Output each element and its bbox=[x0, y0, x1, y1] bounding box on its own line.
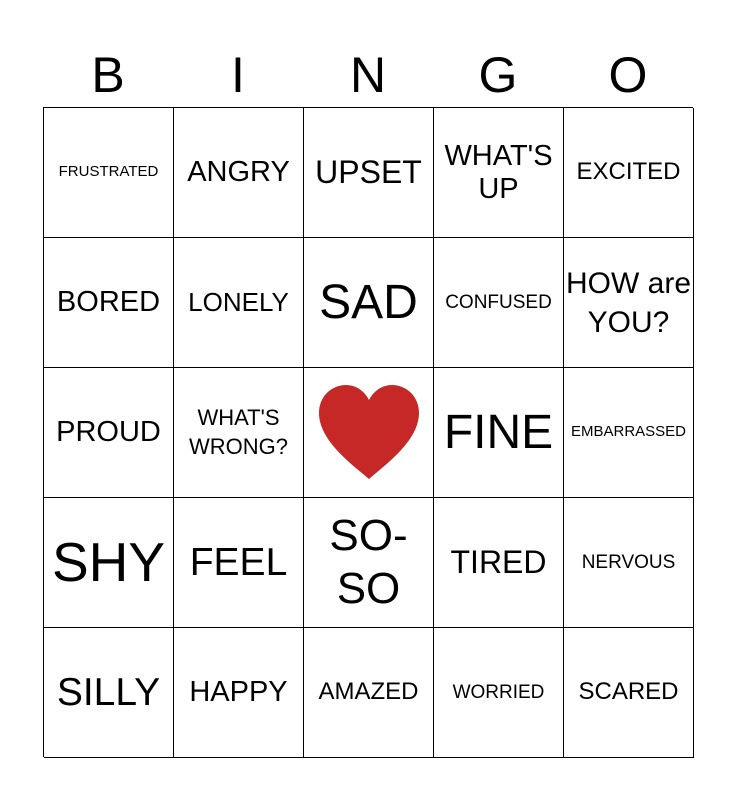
bingo-cell[interactable]: WHAT'S WRONG? bbox=[174, 368, 304, 498]
bingo-cell[interactable]: WHAT'S UP bbox=[434, 108, 564, 238]
bingo-cell[interactable]: SO-SO bbox=[304, 498, 434, 628]
bingo-cell[interactable]: SILLY bbox=[44, 628, 174, 758]
header-letter-g: G bbox=[478, 47, 518, 103]
bingo-cell[interactable]: ANGRY bbox=[174, 108, 304, 238]
header-letter-o: O bbox=[608, 47, 648, 103]
free-space-cell[interactable] bbox=[304, 368, 434, 498]
bingo-cell[interactable]: FRUSTRATED bbox=[44, 108, 174, 238]
bingo-cell[interactable]: FINE bbox=[434, 368, 564, 498]
header-letter-i: I bbox=[231, 47, 245, 103]
header-letter-n: N bbox=[349, 47, 387, 103]
bingo-cell[interactable]: UPSET bbox=[304, 108, 434, 238]
header-letter-b: B bbox=[91, 47, 125, 103]
bingo-cell[interactable]: WORRIED bbox=[434, 628, 564, 758]
bingo-cell[interactable]: NERVOUS bbox=[564, 498, 694, 628]
bingo-header bbox=[43, 44, 693, 108]
bingo-grid bbox=[43, 107, 693, 757]
bingo-cell[interactable]: SAD bbox=[304, 238, 434, 368]
bingo-cell[interactable]: CONFUSED bbox=[434, 238, 564, 368]
heart-icon bbox=[313, 383, 425, 483]
bingo-cell[interactable]: SHY bbox=[44, 498, 174, 628]
bingo-cell[interactable]: EMBARRASSED bbox=[564, 368, 694, 498]
bingo-cell[interactable]: EXCITED bbox=[564, 108, 694, 238]
bingo-cell[interactable]: FEEL bbox=[174, 498, 304, 628]
bingo-cell[interactable]: AMAZED bbox=[304, 628, 434, 758]
bingo-cell[interactable]: PROUD bbox=[44, 368, 174, 498]
bingo-cell[interactable]: BORED bbox=[44, 238, 174, 368]
bingo-cell[interactable]: SCARED bbox=[564, 628, 694, 758]
bingo-cell[interactable]: LONELY bbox=[174, 238, 304, 368]
bingo-cell[interactable]: HAPPY bbox=[174, 628, 304, 758]
bingo-cell[interactable]: TIRED bbox=[434, 498, 564, 628]
bingo-cell[interactable]: HOW are YOU? bbox=[564, 238, 694, 368]
